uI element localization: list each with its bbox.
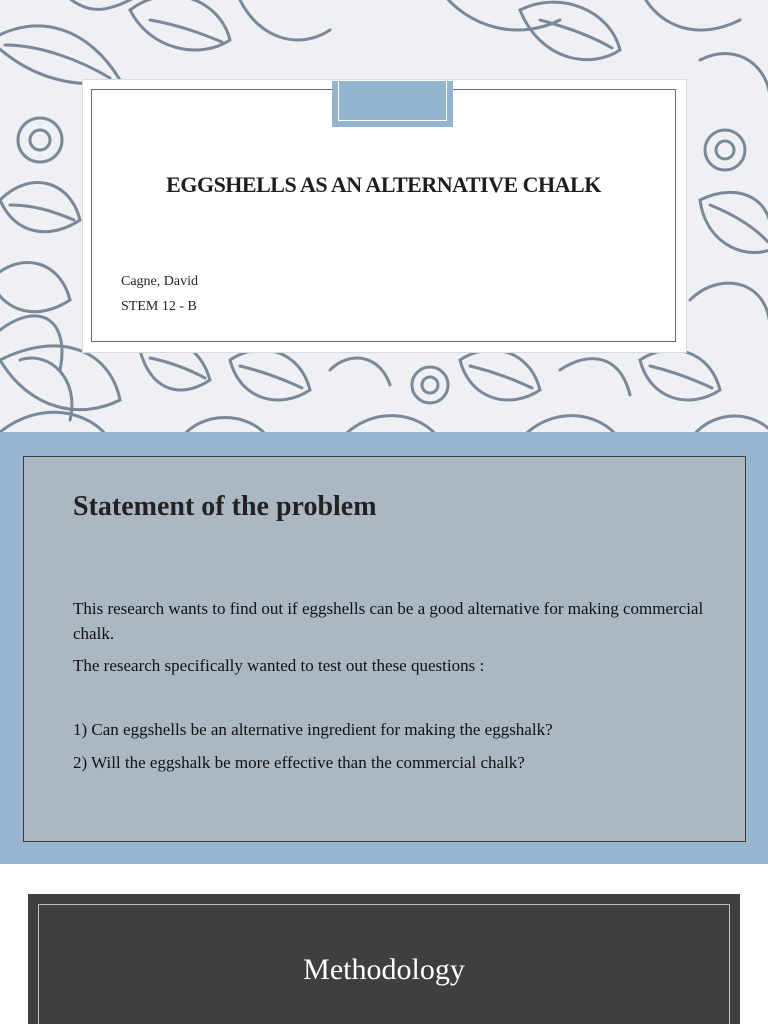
question-item: 2) Will the eggshalk be more effective than the commercial chalk? bbox=[73, 753, 525, 772]
problem-slide bbox=[0, 432, 768, 864]
question-item: 1) Can eggshells be an alternative ingredient for making the eggshalk? bbox=[73, 720, 553, 739]
problem-intro: This research wants to find out if eggshells can be a good alternative for making commercial chalk. bbox=[73, 599, 704, 643]
presentation-title: EGGSHELLS AS AN ALTERNATIVE CHALK bbox=[166, 172, 601, 197]
title-card bbox=[83, 80, 686, 352]
problem-heading: Statement of the problem bbox=[73, 491, 377, 522]
methodology-frame bbox=[38, 904, 730, 1024]
author-name: Cagne, David bbox=[121, 274, 198, 289]
class-section: STEM 12 - B bbox=[121, 299, 197, 314]
methodology-block bbox=[28, 894, 740, 1024]
methodology-slide bbox=[0, 864, 768, 1024]
title-slide bbox=[0, 0, 768, 432]
problem-panel bbox=[23, 456, 746, 842]
title-card-frame bbox=[91, 89, 676, 342]
methodology-heading: Methodology bbox=[303, 953, 465, 986]
problem-body bbox=[73, 596, 713, 783]
title-accent-tab bbox=[332, 81, 453, 127]
problem-lead: The research specifically wanted to test out these questions : bbox=[73, 656, 485, 675]
